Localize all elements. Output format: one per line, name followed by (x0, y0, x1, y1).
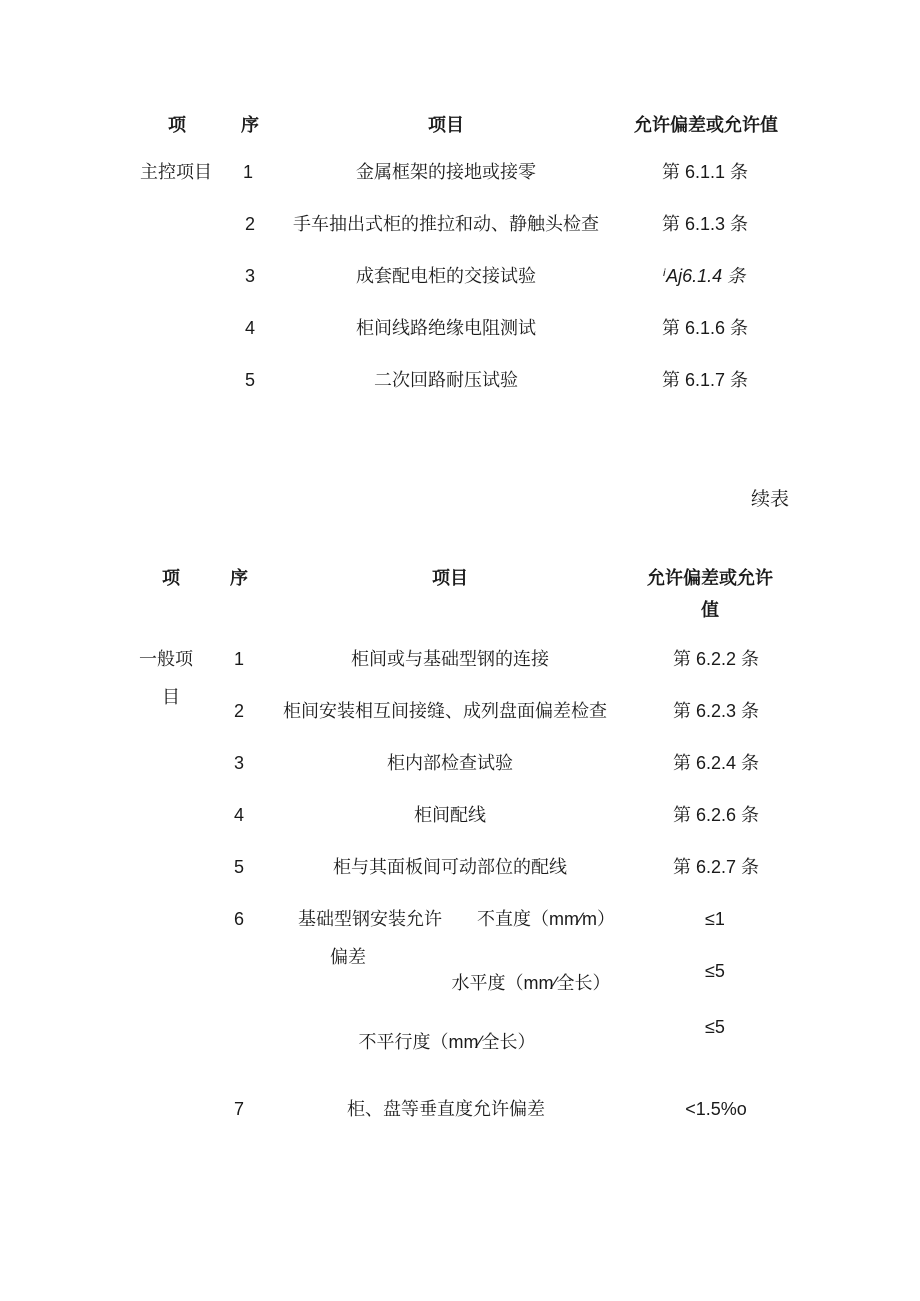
sub-item-levelness: 水平度（mm∕全长） (451, 973, 611, 993)
row-seq: 7 (233, 1099, 245, 1119)
row-item-line2: 偏差 (330, 947, 366, 967)
row-value: 第 6.2.7 条 (672, 857, 760, 877)
row-seq: 4 (244, 318, 256, 338)
row-value: ⁱAj6.1.4 条 (662, 266, 746, 286)
row-item: 成套配电柜的交接试验 (356, 266, 536, 286)
row-value: 第 6.2.4 条 (672, 753, 760, 773)
header-item: 项目 (428, 115, 464, 135)
row-item: 柜间安装相互间接缝、成列盘面偏差检查 (283, 701, 607, 721)
row-item: 柜与其面板间可动部位的配线 (333, 857, 567, 877)
row-seq: 1 (242, 162, 254, 182)
continued-label: 续表 (750, 489, 790, 510)
row-value: 第 6.2.3 条 (672, 701, 760, 721)
header-item: 项目 (432, 568, 468, 588)
row-item: 柜间线路绝缘电阻测试 (356, 318, 536, 338)
row-item-line1: 基础型钢安装允许 (298, 909, 442, 929)
row-value: 第 6.1.1 条 (661, 162, 749, 182)
row-value: 第 6.2.6 条 (672, 805, 760, 825)
row-item: 手车抽出式柜的推拉和动、静触头检查 (293, 214, 599, 234)
header-category: 项 (162, 568, 180, 588)
category-label-line2: 目 (162, 687, 180, 707)
row-item: 金属框架的接地或接零 (356, 162, 536, 182)
row-item: 柜间配线 (414, 805, 486, 825)
category-label: 主控项目 (140, 162, 212, 182)
header-seq: 序 (241, 115, 259, 135)
sub-value-straightness: ≤1 (705, 909, 725, 929)
category-label-line1: 一般项 (139, 649, 193, 669)
row-seq: 3 (233, 753, 245, 773)
row-item: 柜间或与基础型钢的连接 (351, 649, 549, 669)
header-seq: 序 (230, 568, 248, 588)
header-value-line1: 允许偏差或允许 (647, 568, 773, 588)
row-seq: 6 (233, 909, 245, 929)
row-seq: 2 (244, 214, 256, 234)
sub-value-parallelism: ≤5 (705, 1017, 725, 1037)
sub-item-straightness: 不直度（mm∕m） (477, 909, 615, 929)
header-value-line2: 值 (701, 600, 719, 620)
row-item: 柜内部检查试验 (387, 753, 513, 773)
row-value: 第 6.1.3 条 (661, 214, 749, 234)
header-category: 项 (168, 115, 186, 135)
row-value: <1.5%o (685, 1099, 747, 1119)
row-seq: 1 (233, 649, 245, 669)
row-seq: 3 (244, 266, 256, 286)
row-item: 二次回路耐压试验 (374, 370, 518, 390)
row-value: 第 6.1.7 条 (661, 370, 749, 390)
row-seq: 5 (244, 370, 256, 390)
row-seq: 2 (233, 701, 245, 721)
sub-item-parallelism: 不平行度（mm∕全长） (358, 1032, 536, 1052)
row-item: 柜、盘等垂直度允许偏差 (347, 1099, 545, 1119)
row-seq: 5 (233, 857, 245, 877)
row-value: 第 6.1.6 条 (661, 318, 749, 338)
row-seq: 4 (233, 805, 245, 825)
row-value: 第 6.2.2 条 (672, 649, 760, 669)
sub-value-levelness: ≤5 (705, 961, 725, 981)
header-value: 允许偏差或允许值 (634, 115, 778, 135)
